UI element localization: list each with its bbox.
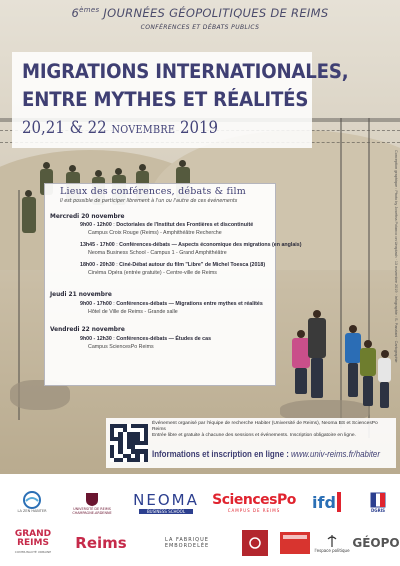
logo-fabrique xyxy=(160,530,214,556)
day-label: Mercredi 20 novembre xyxy=(50,212,125,220)
logo-neoma-sub: BUSINESS SCHOOL xyxy=(139,509,193,514)
event-title: Conférences-débats — Migrations entre mythes et réalités xyxy=(116,301,263,307)
event-line: 9h00 - 12h00 : Doctoriales de l'Institut des Frontières et discontinuité xyxy=(80,222,254,228)
logo-grand-reims xyxy=(8,526,58,560)
event-line: 13h45 - 17h00 : Conférences-débats — Aspects économique des migrations (en anglais) xyxy=(80,242,302,248)
logo-cinema xyxy=(242,530,268,556)
event-place: Hôtel de Ville de Reims - Grande salle xyxy=(88,309,178,315)
photo-credit xyxy=(392,150,398,470)
main-title-line1: MIGRATIONS INTERNATIONALES, xyxy=(22,60,349,83)
logo-ifd xyxy=(306,488,348,516)
edition-ordinal: 6 xyxy=(71,6,80,20)
logo-espace-politique-text: l'espace politique xyxy=(314,547,350,553)
logo-grand-reims-sub: COMMUNAUTÉ URBAINE xyxy=(14,549,52,554)
cinema-emblem-icon xyxy=(248,536,262,550)
logo-sciencespo-sub: CAMPUS DE REIMS xyxy=(227,507,281,513)
event-place: Campus Croix Rouge (Reims) - Amphithéâtre Recherche xyxy=(88,230,222,236)
logo-neoma-text: NEOMA xyxy=(133,490,199,509)
dates-year: 2019 xyxy=(175,118,219,138)
logo-reims-text: Reims xyxy=(75,534,127,552)
day-label: Jeudi 21 novembre xyxy=(50,290,112,298)
logo-neoma xyxy=(124,490,208,514)
registration-link[interactable]: www.univ-reims.fr/habiter xyxy=(291,449,380,459)
logo-grand-reims-text: GRAND REIMS xyxy=(14,528,52,548)
logo-sciencespo xyxy=(212,488,296,516)
event-place: Neoma Business School - Campus 1 - Grand Amphithéâtre xyxy=(88,250,227,256)
venues-heading: Lieux des conférences, débats & film xyxy=(60,186,246,197)
event-title: Conférences-débats — Aspects économique des migrations (en anglais) xyxy=(119,242,302,248)
event-time: 13h45 - 17h00 xyxy=(80,242,115,248)
logo-reims xyxy=(76,530,126,556)
event-time: 9h00 - 12h00 xyxy=(80,222,112,228)
habiter-emblem-icon xyxy=(23,491,41,509)
event-title: Doctoriales de l'Institut des Frontières et discontinuité xyxy=(116,222,254,228)
urca-crest-icon xyxy=(84,491,100,507)
ifd-bar-icon xyxy=(336,492,342,512)
logo-habiter-text: LA ZEN HABITER xyxy=(17,509,47,513)
event-time: 9h00 - 12h30 xyxy=(80,336,112,342)
event-line: 9h00 - 12h30 : Conférences-débats — Études de cas xyxy=(80,336,212,342)
event-title: Ciné-Débat autour du film "Libre" de Michel Toesca (2018) xyxy=(119,262,266,268)
logo-urca-text: UNIVERSITÉ DE REIMS CHAMPAGNE-ARDENNE xyxy=(72,507,112,515)
event-title: Conférences-débats — Études de cas xyxy=(116,336,212,342)
access-text: Entrée libre et gratuite à chacune des sessions et événements. Inscription obligatoire en ligne. xyxy=(152,433,356,438)
registration-cta xyxy=(152,449,380,459)
event-time: 9h00 - 17h00 xyxy=(80,301,112,307)
logo-geopo-text: GÉOPO xyxy=(352,536,400,550)
organizers-text: Événement organisé par l'équipe de recherche Habiter (Université de Reims), Neoma BS et SciencesPo Reims xyxy=(152,421,378,432)
logo-sciencespo-text: SciencesPo xyxy=(212,491,296,508)
logo-habiter xyxy=(12,486,52,518)
logo-dgris-text: DGRIS xyxy=(370,507,386,513)
dates-days: 20,21 & 22 xyxy=(22,118,112,138)
day-label: Vendredi 22 novembre xyxy=(50,325,125,333)
main-title-line2: ENTRE MYTHES ET RÉALITÉS xyxy=(22,88,309,111)
logo-espace-politique xyxy=(310,528,354,558)
info-text xyxy=(152,421,392,439)
edition-suffix: èmes xyxy=(79,6,100,15)
event-place: Campus SciencesPo Reims xyxy=(88,344,154,350)
venues-note: Il est possible de participer librement à l'un ou l'autre de ces événements xyxy=(60,199,238,204)
logo-urca xyxy=(70,486,114,520)
photo-credit-text: Conception graphique : Photo by Josefina Polanco on Unsplash · 13 novembre 2019 · Infographie : S. Panziani · Cartographie xyxy=(394,150,398,363)
edition-heading xyxy=(0,6,400,20)
event-dates xyxy=(22,118,218,138)
espace-politique-icon xyxy=(326,534,338,548)
edition-name: JOURNÉES GÉOPOLITIQUES DE REIMS xyxy=(103,6,329,20)
logo-ifd-text: ifd xyxy=(312,492,336,512)
event-line: 9h00 - 17h00 : Conférences-débats — Migrations entre mythes et réalités xyxy=(80,301,263,307)
logo-diplomatie xyxy=(278,528,312,558)
event-time: 18h00 - 20h30 xyxy=(80,262,115,268)
partner-logos xyxy=(0,474,400,566)
edition-subtitle: CONFÉRENCES ET DÉBATS PUBLICS xyxy=(140,24,260,31)
qr-module xyxy=(144,458,148,462)
dgris-emblem-icon xyxy=(370,492,386,508)
dates-month: NOVEMBRE xyxy=(111,123,176,136)
photo-fence-post xyxy=(340,118,342,428)
registration-label: Informations et inscription en ligne : xyxy=(152,449,292,459)
logo-dgris xyxy=(362,486,394,518)
event-place: Cinéma Opéra (entrée gratuite) - Centre-ville de Reims xyxy=(88,270,217,276)
logo-geopo xyxy=(352,528,400,558)
qr-code[interactable] xyxy=(110,424,148,462)
event-line: 18h00 - 20h30 : Ciné-Débat autour du film "Libre" de Michel Toesca (2018) xyxy=(80,262,266,268)
diplomatie-logo-icon xyxy=(280,532,310,554)
logo-fabrique-text: LA FABRIQUE EMBORDELÉE xyxy=(164,537,210,549)
